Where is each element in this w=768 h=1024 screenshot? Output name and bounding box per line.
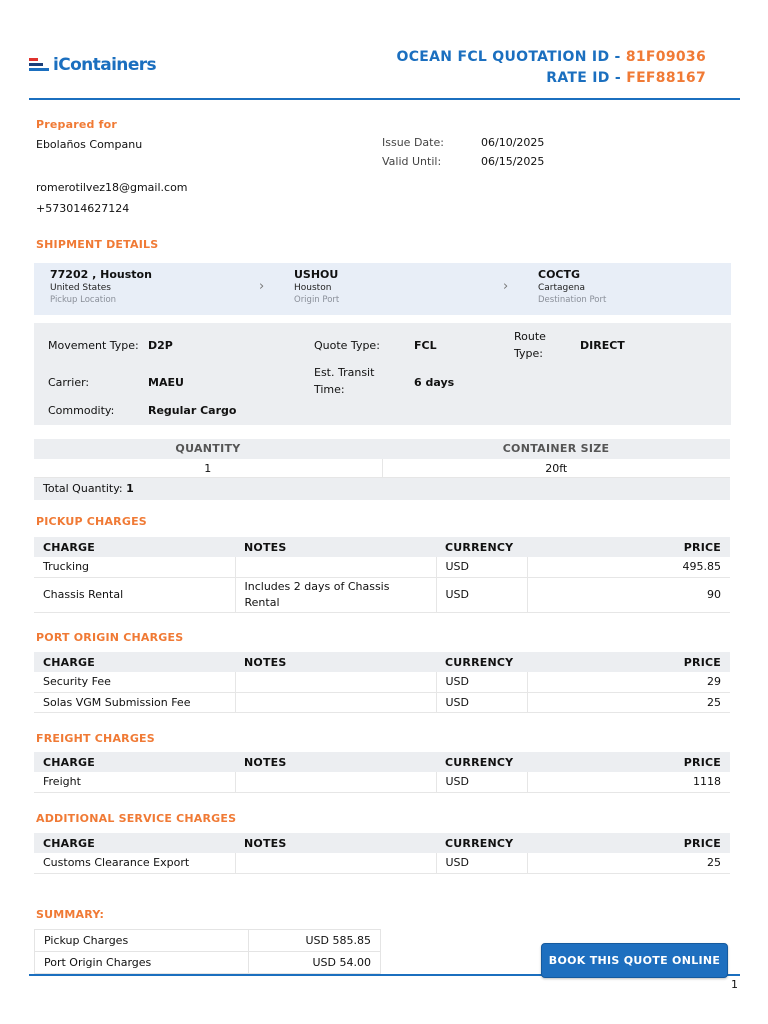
- notes-cell: [235, 557, 436, 577]
- commodity-value: Regular Cargo: [148, 404, 237, 417]
- pickup-code: 77202 , Houston: [50, 268, 152, 281]
- summary-value: USD 585.85: [249, 930, 381, 952]
- issue-date-label: Issue Date:: [382, 136, 444, 149]
- charge-header: CHARGE: [34, 652, 235, 672]
- table-header-row: [34, 537, 730, 557]
- port-origin-charges-table: [34, 652, 730, 713]
- summary-label: Pickup Charges: [35, 930, 249, 952]
- currency-cell: USD: [436, 557, 527, 577]
- currency-header: CURRENCY: [436, 537, 527, 557]
- charge-header: CHARGE: [34, 833, 235, 853]
- charge-cell: Security Fee: [34, 672, 235, 692]
- price-header: PRICE: [527, 537, 730, 557]
- destination-port: [538, 268, 606, 305]
- pickup-role: Pickup Location: [50, 295, 117, 305]
- table-row: [34, 557, 730, 577]
- quotation-header: [397, 47, 707, 89]
- pickup-city: United States: [50, 283, 111, 293]
- container-size-cell: 20ft: [382, 459, 731, 477]
- currency-cell: USD: [436, 772, 527, 792]
- notes-header: NOTES: [235, 537, 436, 557]
- total-quantity-label: Total Quantity:: [43, 482, 123, 495]
- table-row: [34, 772, 730, 792]
- carrier-value: MAEU: [148, 376, 184, 389]
- rate-id-line: [397, 68, 707, 89]
- table-row: [34, 577, 730, 612]
- total-quantity-value: 1: [126, 482, 134, 495]
- origin-role: Origin Port: [294, 295, 340, 305]
- currency-cell: USD: [436, 692, 527, 712]
- summary-label: Port Origin Charges: [35, 952, 249, 974]
- price-cell: 25: [527, 853, 730, 873]
- price-cell: 495.85: [527, 557, 730, 577]
- rate-id: FEF88167: [626, 70, 706, 86]
- route-bar: [34, 263, 731, 315]
- quantity-table-header: [34, 439, 730, 459]
- charge-cell: Trucking: [34, 557, 235, 577]
- valid-until-value: 06/15/2025: [481, 155, 545, 168]
- table-row: [35, 930, 381, 952]
- origin-code: USHOU: [294, 268, 339, 281]
- charge-cell: Solas VGM Submission Fee: [34, 692, 235, 712]
- notes-cell: [235, 853, 436, 873]
- notes-header: NOTES: [235, 833, 436, 853]
- origin-port: [294, 268, 339, 305]
- page-number: 1: [731, 978, 738, 991]
- client-company: Ebolaños Companu: [36, 138, 143, 151]
- destination-city: Cartagena: [538, 283, 586, 293]
- commodity-label: Commodity:: [48, 404, 115, 417]
- table-row: [34, 853, 730, 873]
- quantity-cell: 1: [204, 462, 212, 475]
- client-email: romerotilvez18@gmail.com: [36, 181, 188, 194]
- quotation-id-line: [397, 47, 707, 68]
- quotation-id-label: OCEAN FCL QUOTATION ID -: [396, 49, 621, 65]
- summary-title: SUMMARY:: [36, 908, 105, 921]
- additional-charges-title: ADDITIONAL SERVICE CHARGES: [36, 812, 237, 825]
- charge-header: CHARGE: [34, 752, 235, 772]
- quotation-id: 81F09036: [625, 49, 706, 65]
- container-stack-icon: [29, 57, 51, 73]
- route-type-label-line1: Route: [514, 330, 546, 343]
- container-size-header: CONTAINER SIZE: [502, 442, 610, 455]
- shipment-attributes: [34, 323, 731, 425]
- freight-charges-title: FREIGHT CHARGES: [36, 732, 155, 745]
- client-phone: +573014627124: [36, 202, 130, 215]
- table-row: [34, 672, 730, 692]
- quantity-table: [34, 439, 730, 500]
- pickup-charges-table: [34, 537, 730, 613]
- price-header: PRICE: [527, 652, 730, 672]
- notes-cell: [235, 692, 436, 712]
- shipment-details-title: SHIPMENT DETAILS: [36, 238, 159, 251]
- notes-cell: Includes 2 days of Chassis Rental: [235, 577, 436, 612]
- total-quantity: [34, 478, 730, 500]
- charge-cell: Customs Clearance Export: [34, 853, 235, 873]
- quantity-header: QUANTITY: [175, 442, 241, 455]
- table-header-row: [34, 752, 730, 772]
- currency-cell: USD: [436, 853, 527, 873]
- notes-header: NOTES: [235, 652, 436, 672]
- summary-value: USD 54.00: [249, 952, 381, 974]
- charge-cell: Chassis Rental: [34, 577, 235, 612]
- additional-charges-table: [34, 833, 730, 874]
- chevron-right-icon: ›: [503, 279, 509, 294]
- currency-cell: USD: [436, 577, 527, 612]
- price-cell: 29: [527, 672, 730, 692]
- transit-label-line1: Est. Transit: [314, 366, 375, 379]
- origin-city: Houston: [294, 283, 332, 293]
- price-cell: 25: [527, 692, 730, 712]
- transit-label-line2: Time:: [314, 383, 345, 396]
- book-quote-button[interactable]: BOOK THIS QUOTE ONLINE: [541, 943, 728, 978]
- route-type-label-line2: Type:: [514, 347, 543, 360]
- header-divider: [29, 98, 740, 100]
- notes-cell: [235, 772, 436, 792]
- issue-date-value: 06/10/2025: [481, 136, 545, 149]
- destination-code: COCTG: [538, 268, 581, 281]
- table-row: [34, 692, 730, 712]
- route-type-value: DIRECT: [580, 339, 625, 352]
- charge-cell: Freight: [34, 772, 235, 792]
- quote-type-label: Quote Type:: [314, 339, 380, 352]
- table-row: [35, 952, 381, 974]
- price-cell: 1118: [527, 772, 730, 792]
- charge-header: CHARGE: [34, 537, 235, 557]
- table-header-row: [34, 833, 730, 853]
- port-origin-charges-title: PORT ORIGIN CHARGES: [36, 631, 184, 644]
- price-header: PRICE: [527, 752, 730, 772]
- movement-type-label: Movement Type:: [48, 339, 139, 352]
- currency-cell: USD: [436, 672, 527, 692]
- summary-table: [34, 929, 381, 974]
- transit-value: 6 days: [414, 376, 455, 389]
- quote-type-value: FCL: [414, 339, 437, 352]
- notes-cell: [235, 672, 436, 692]
- carrier-label: Carrier:: [48, 376, 90, 389]
- table-header-row: [34, 652, 730, 672]
- brand-logo: [29, 54, 156, 76]
- freight-charges-table: [34, 752, 730, 793]
- currency-header: CURRENCY: [436, 652, 527, 672]
- valid-until-label: Valid Until:: [382, 155, 442, 168]
- table-row: [34, 459, 730, 478]
- destination-role: Destination Port: [538, 295, 607, 305]
- brand-name: iContainers: [53, 55, 157, 75]
- pickup-location: [50, 268, 152, 305]
- notes-header: NOTES: [235, 752, 436, 772]
- currency-header: CURRENCY: [436, 752, 527, 772]
- price-cell: 90: [527, 577, 730, 612]
- prepared-for-title: Prepared for: [36, 118, 118, 131]
- price-header: PRICE: [527, 833, 730, 853]
- pickup-charges-title: PICKUP CHARGES: [36, 515, 147, 528]
- rate-id-label: RATE ID -: [546, 70, 622, 86]
- chevron-right-icon: ›: [259, 279, 265, 294]
- movement-type-value: D2P: [148, 339, 173, 352]
- currency-header: CURRENCY: [436, 833, 527, 853]
